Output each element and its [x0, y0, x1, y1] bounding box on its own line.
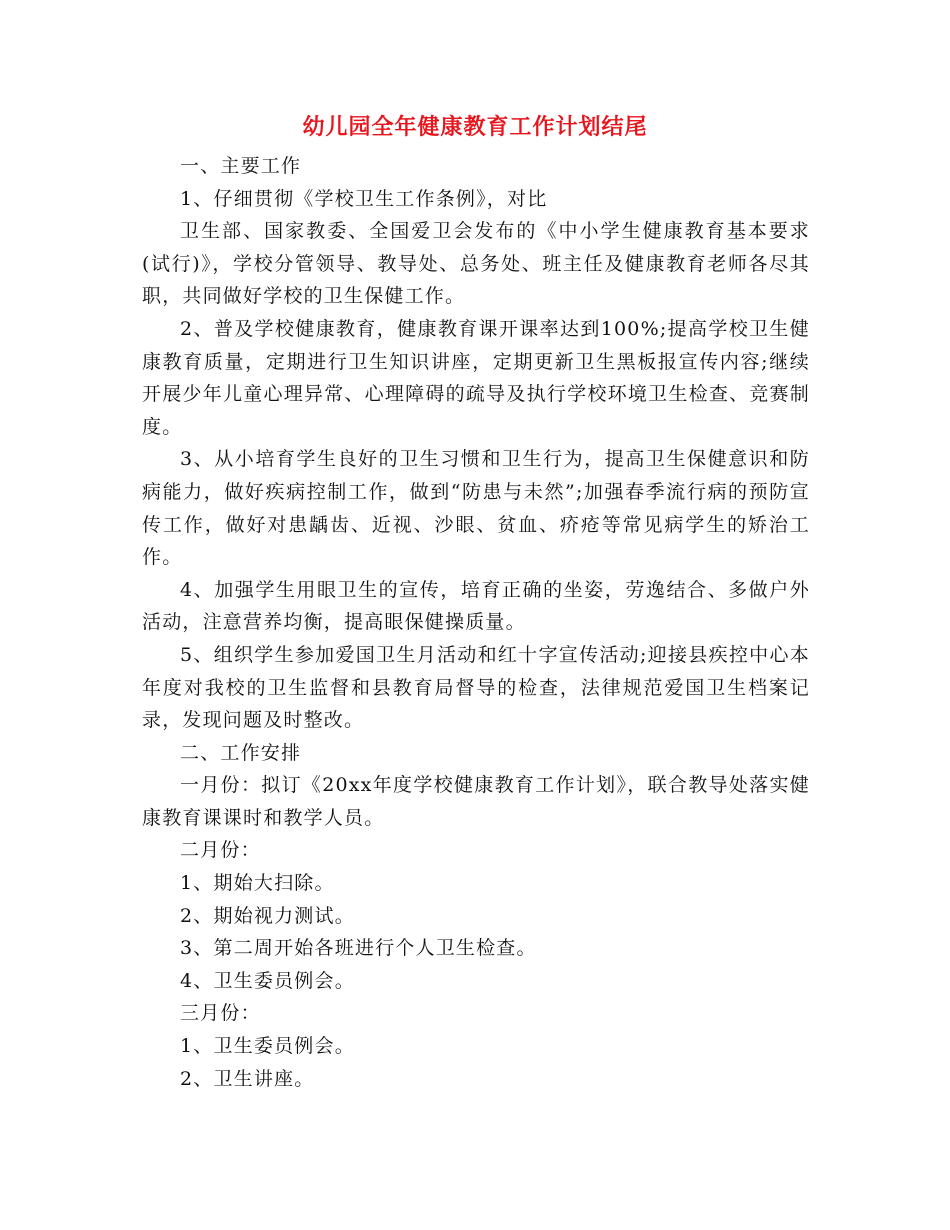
list-item-feb-1: 1、期始大扫除。	[180, 872, 335, 895]
paragraph-item-3: 3、从小培育学生良好的卫生习惯和卫生行为，提高卫生保健意识和防病能力，做好疾病控制工作，做到“防患与未然”;加强春季流行病的预防宣传工作，做好对患龋齿、近视、沙眼、贫血、疥疮等常见病学生的矫治工作。	[142, 448, 810, 569]
paragraph-item-1-continued: 卫生部、国家教委、全国爱卫会发布的《中小学生健康教育基本要求(试行)》，学校分管领导、教导处、总务处、班主任及健康教育老师各尽其职，共同做好学校的卫生保健工作。	[142, 220, 810, 308]
list-item-feb-3: 3、第二周开始各班进行个人卫生检查。	[180, 937, 537, 960]
list-item-mar-1: 1、卫生委员例会。	[180, 1035, 355, 1058]
section-heading-schedule: 二、工作安排	[180, 741, 302, 764]
document-title: 幼儿园全年健康教育工作计划结尾	[302, 114, 648, 140]
list-item-feb-2: 2、期始视力测试。	[180, 904, 355, 927]
paragraph-item-2: 2、普及学校健康教育，健康教育课开课率达到100%;提高学校卫生健康教育质量，定期进行卫生知识讲座，定期更新卫生黑板报宣传内容;继续开展少年儿童心理异常、心理障碍的疏导及执行学校环境卫生检查、竞赛制度。	[142, 317, 810, 438]
list-item-mar-2: 2、卫生讲座。	[180, 1067, 315, 1090]
paragraph-march-heading: 三月份：	[180, 1002, 261, 1025]
paragraph-january: 一月份：拟订《20xx年度学校健康教育工作计划》，联合教导处落实健康教育课课时和教学人员。	[142, 774, 810, 829]
paragraph-item-4: 4、加强学生用眼卫生的宣传，培育正确的坐姿，劳逸结合、多做户外活动，注意营养均衡，提高眼保健操质量。	[142, 578, 810, 634]
section-heading-main-work: 一、主要工作	[180, 155, 302, 177]
document-body	[142, 150, 810, 1095]
paragraph-item-5: 5、组织学生参加爱国卫生月活动和红十字宣传活动;迎接县疾控中心本年度对我校的卫生监督和县教育局督导的检查，法律规范爱国卫生档案记录，发现问题及时整改。	[142, 643, 810, 732]
paragraph-item-1: 1、仔细贯彻《学校卫生工作条例》，对比	[180, 187, 548, 210]
list-item-feb-4: 4、卫生委员例会。	[180, 969, 355, 992]
paragraph-february-heading: 二月份：	[180, 839, 261, 862]
